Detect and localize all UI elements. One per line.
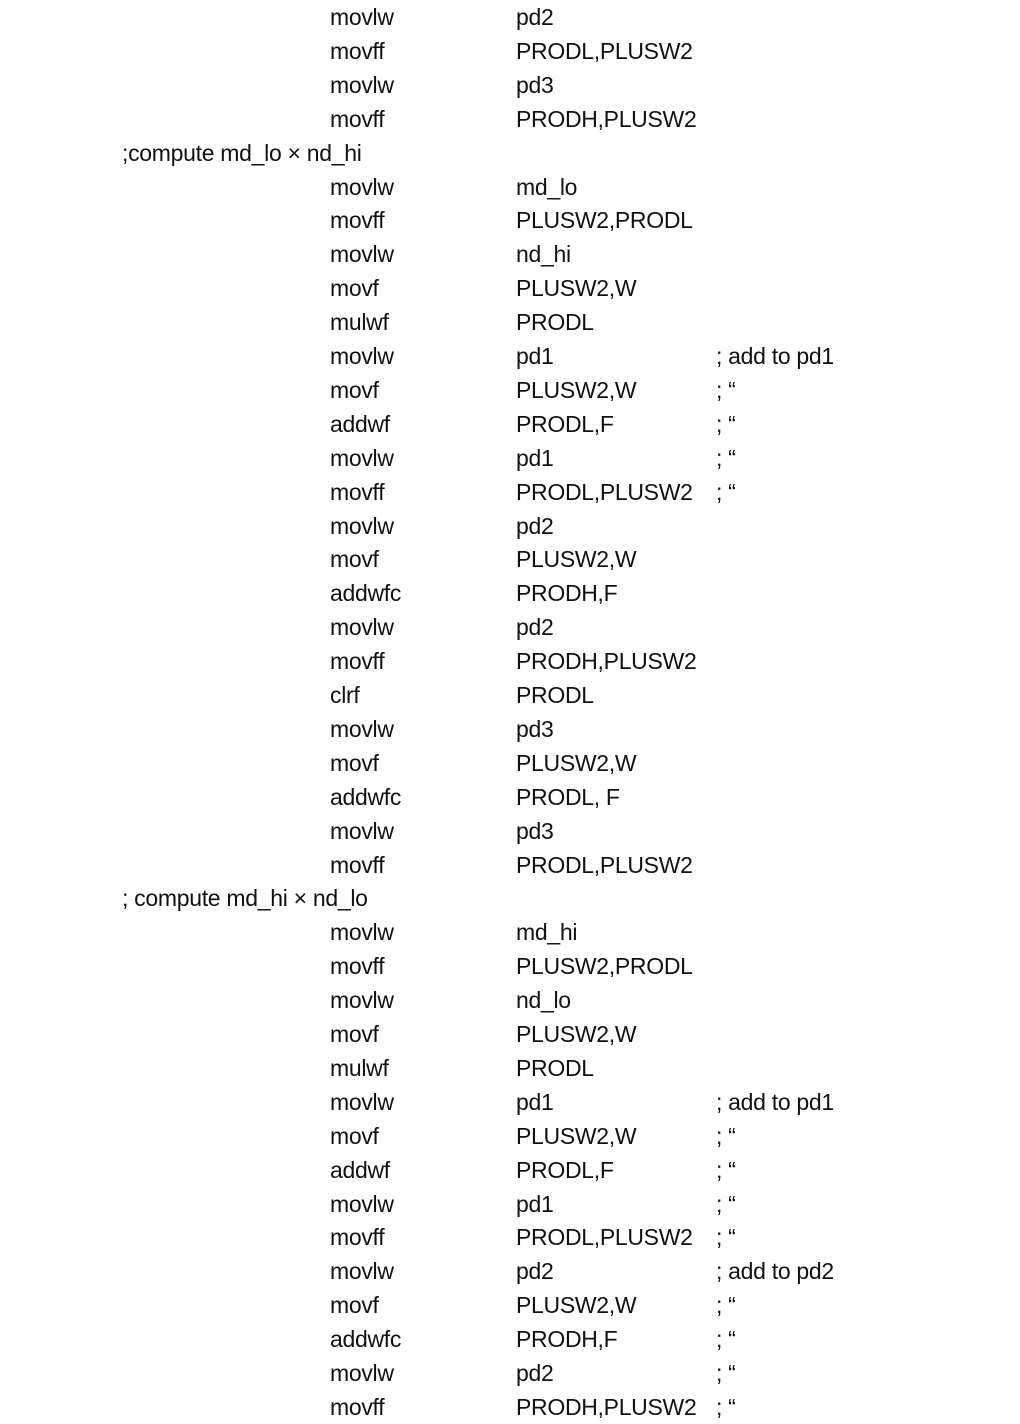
opcode: movlw: [330, 1088, 394, 1115]
inline-comment: ; “: [716, 478, 736, 505]
opcode: mulwf: [330, 309, 389, 336]
code-line: [0, 1085, 1020, 1119]
code-line: [0, 1220, 1020, 1254]
code-line: [0, 1187, 1020, 1221]
opcode: movff: [330, 851, 385, 878]
code-line: [0, 712, 1020, 746]
code-line: [0, 271, 1020, 305]
opcode: movlw: [330, 614, 394, 641]
operand: pd2: [516, 1360, 554, 1386]
opcode: movlw: [330, 817, 394, 844]
inline-comment: ; “: [716, 1122, 736, 1149]
opcode: movlw: [330, 241, 394, 268]
code-line: [0, 373, 1020, 407]
code-line: [0, 339, 1020, 373]
operand: PLUSW2,W: [516, 749, 637, 776]
inline-comment: ; add to pd1: [716, 1088, 834, 1115]
operand: pd1: [516, 1088, 554, 1115]
operand: PRODH,PLUSW2: [516, 105, 697, 132]
opcode: movff: [330, 1393, 385, 1420]
operand: nd_hi: [516, 241, 571, 268]
opcode: movlw: [330, 987, 394, 1014]
code-line: [0, 203, 1020, 237]
opcode: addwf: [330, 410, 390, 437]
opcode: movff: [330, 1224, 385, 1251]
operand: pd1: [516, 444, 554, 471]
code-line: [0, 1356, 1020, 1390]
opcode: addwfc: [330, 580, 402, 607]
opcode: mulwf: [330, 1054, 389, 1081]
operand: PRODL,PLUSW2: [516, 851, 693, 878]
operand: pd2: [516, 614, 554, 641]
opcode: movlw: [330, 715, 394, 742]
code-line: [0, 407, 1020, 441]
opcode: movlw: [330, 512, 394, 539]
operand: PLUSW2,W: [516, 1122, 637, 1149]
operand: pd2: [516, 4, 554, 30]
opcode: movlw: [330, 1190, 394, 1217]
code-line: [0, 678, 1020, 712]
code-line: [0, 814, 1020, 848]
inline-comment: ; “: [716, 1326, 736, 1353]
code-line: [0, 1153, 1020, 1187]
code-line: [0, 509, 1020, 543]
inline-comment: ; “: [716, 376, 736, 403]
operand: PLUSW2,W: [516, 275, 637, 302]
code-line: [0, 848, 1020, 882]
section-comment-line: [0, 881, 1020, 915]
opcode: movlw: [330, 1258, 394, 1285]
code-line: [0, 237, 1020, 271]
code-line: [0, 1322, 1020, 1356]
operand: PRODH,F: [516, 580, 618, 607]
opcode: movf: [330, 275, 379, 302]
opcode: addwf: [330, 1156, 390, 1183]
operand: pd2: [516, 1258, 554, 1285]
opcode: movlw: [330, 4, 394, 30]
code-line: [0, 1017, 1020, 1051]
opcode: addwfc: [330, 1326, 402, 1353]
code-line: [0, 1051, 1020, 1085]
opcode: movlw: [330, 343, 394, 369]
opcode: movff: [330, 105, 385, 132]
code-line: [0, 1119, 1020, 1153]
opcode: addwfc: [330, 783, 402, 810]
code-line: [0, 610, 1020, 644]
operand: PRODL,F: [516, 1156, 614, 1183]
operand: PLUSW2,W: [516, 1021, 637, 1047]
opcode: movlw: [330, 1360, 394, 1386]
code-line: [0, 441, 1020, 475]
operand: pd1: [516, 1190, 554, 1217]
inline-comment: ; “: [716, 1393, 736, 1420]
operand: PLUSW2,W: [516, 376, 637, 403]
code-line: [0, 780, 1020, 814]
opcode: movf: [330, 1122, 379, 1149]
code-line: [0, 170, 1020, 204]
operand: PLUSW2,W: [516, 546, 637, 573]
inline-comment: ; “: [716, 1360, 736, 1386]
code-line: [0, 1390, 1020, 1424]
opcode: movff: [330, 207, 385, 234]
operand: PRODL,PLUSW2: [516, 478, 693, 505]
inline-comment: ; “: [716, 444, 736, 471]
inline-comment: ; add to pd1: [716, 343, 834, 369]
operand: pd3: [516, 715, 554, 742]
section-comment-line: [0, 136, 1020, 170]
inline-comment: ; “: [716, 1224, 736, 1251]
operand: PRODH,PLUSW2: [516, 1393, 697, 1420]
opcode: movf: [330, 376, 379, 403]
operand: pd3: [516, 71, 554, 98]
section-comment: ;compute md_lo × nd_hi: [122, 139, 362, 166]
operand: pd1: [516, 343, 554, 369]
operand: PRODH,PLUSW2: [516, 648, 697, 675]
opcode: movf: [330, 546, 379, 573]
operand: PRODL: [516, 309, 594, 336]
inline-comment: ; add to pd2: [716, 1258, 834, 1285]
opcode: movlw: [330, 919, 394, 946]
code-line: [0, 0, 1020, 34]
code-line: [0, 102, 1020, 136]
code-line: [0, 949, 1020, 983]
code-line: [0, 68, 1020, 102]
opcode: movff: [330, 37, 385, 64]
operand: pd2: [516, 512, 554, 539]
code-line: [0, 576, 1020, 610]
operand: PRODL,PLUSW2: [516, 1224, 693, 1251]
operand: md_hi: [516, 919, 578, 946]
section-comment: ; compute md_hi × nd_lo: [122, 885, 368, 912]
inline-comment: ; “: [716, 410, 736, 437]
opcode: movf: [330, 1292, 379, 1319]
code-line: [0, 644, 1020, 678]
code-line: [0, 983, 1020, 1017]
code-line: [0, 305, 1020, 339]
operand: PRODL: [516, 1054, 594, 1081]
inline-comment: ; “: [716, 1156, 736, 1183]
opcode: movlw: [330, 71, 394, 98]
operand: PLUSW2,W: [516, 1292, 637, 1319]
code-line: [0, 1254, 1020, 1288]
operand: PLUSW2,PRODL: [516, 953, 693, 980]
opcode: movff: [330, 648, 385, 675]
opcode: movlw: [330, 444, 394, 471]
opcode: clrf: [330, 682, 360, 708]
inline-comment: ; “: [716, 1292, 736, 1319]
operand: PRODL,F: [516, 410, 614, 437]
opcode: movff: [330, 478, 385, 505]
operand: PRODL,PLUSW2: [516, 37, 693, 64]
opcode: movff: [330, 953, 385, 980]
opcode: movf: [330, 749, 379, 776]
inline-comment: ; “: [716, 1190, 736, 1217]
code-line: [0, 746, 1020, 780]
code-line: [0, 34, 1020, 68]
code-line: [0, 542, 1020, 576]
operand: nd_lo: [516, 987, 571, 1014]
operand: PRODL, F: [516, 783, 620, 810]
code-line: [0, 1288, 1020, 1322]
code-line: [0, 475, 1020, 509]
operand: pd3: [516, 817, 554, 844]
operand: PRODH,F: [516, 1326, 618, 1353]
operand: md_lo: [516, 173, 578, 200]
operand: PLUSW2,PRODL: [516, 207, 693, 234]
code-line: [0, 915, 1020, 949]
opcode: movlw: [330, 173, 394, 200]
opcode: movf: [330, 1021, 379, 1047]
operand: PRODL: [516, 682, 594, 708]
